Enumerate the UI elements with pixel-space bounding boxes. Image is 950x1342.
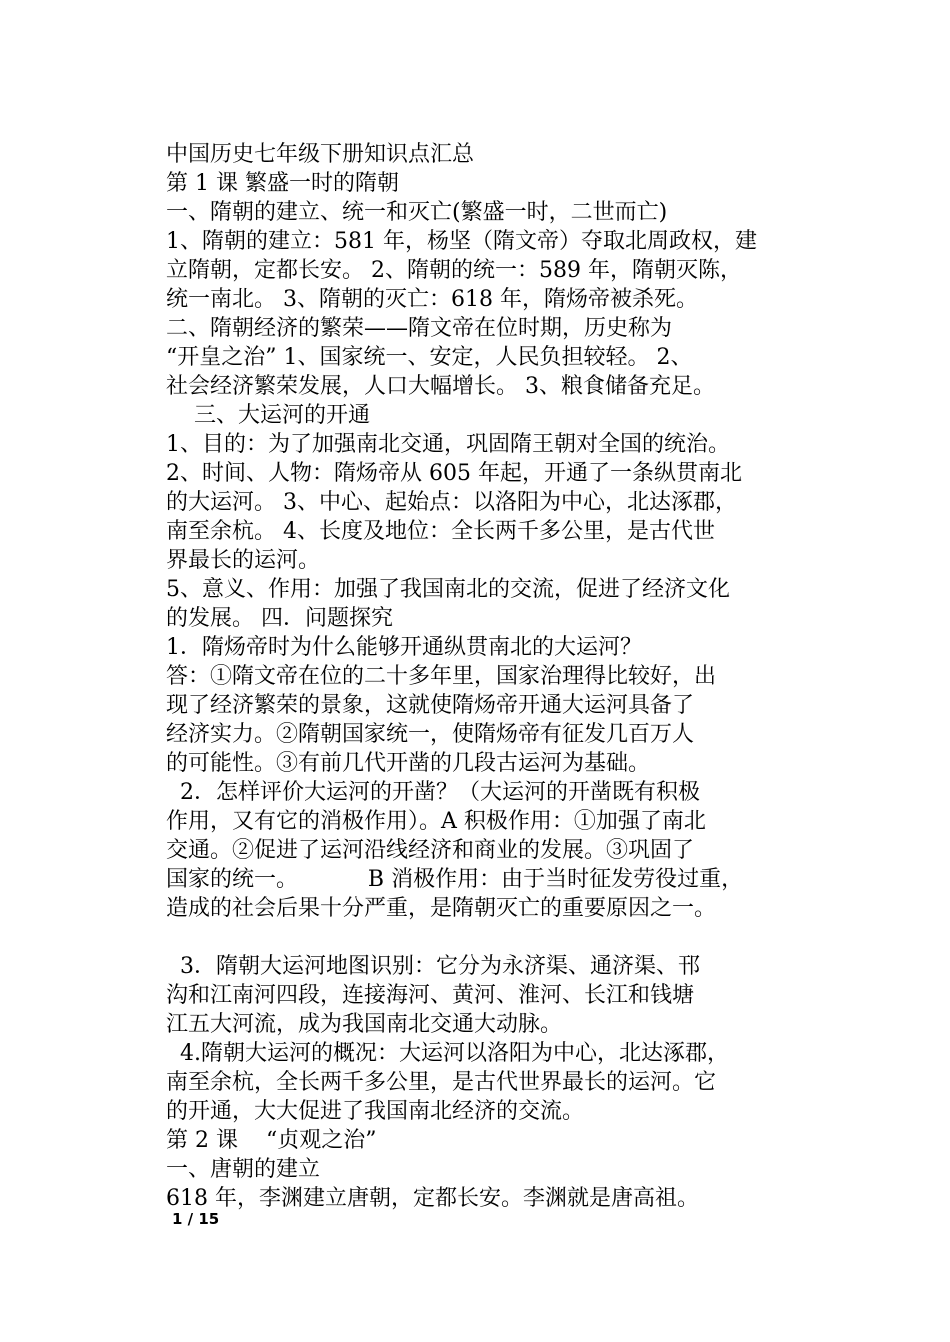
text-line: 经济实力。②隋朝国家统一，使隋炀帝有征发几百万人 [166, 722, 695, 747]
text-line: 的大运河。 3、中心、起始点：以洛阳为中心，北达涿郡， [166, 490, 737, 515]
text-line: 作用，又有它的消极作用）。A 积极作用：①加强了南北 [166, 809, 706, 834]
text-line: 618 年，李渊建立唐朝，定都长安。李渊就是唐高祖。 [166, 1186, 699, 1211]
text-line: 南至余杭，全长两千多公里，是古代世界最长的运河。它 [166, 1070, 717, 1095]
text-line: 现了经济繁荣的景象，这就使隋炀帝开通大运河具备了 [166, 693, 695, 718]
page-number: 1 / 15 [172, 1210, 220, 1228]
text-line: 1、隋朝的建立：581 年，杨坚（隋文帝）夺取北周政权，建 [166, 229, 757, 254]
question-line: 2．怎样评价大运河的开凿？（大运河的开凿既有积极 [166, 780, 700, 805]
document-body [166, 140, 802, 1213]
text-line: 交通。②促进了运河沿线经济和商业的发展。③巩固了 [166, 838, 695, 863]
text-line: 立隋朝，定都长安。 2、隋朝的统一：589 年，隋朝灭陈， [166, 258, 742, 283]
section-heading: 一、唐朝的建立 [166, 1157, 321, 1182]
text-line: 国家的统一。 B 消极作用：由于当时征发劳役过重， [166, 867, 744, 892]
text-line: 的可能性。③有前几代开凿的几段古运河为基础。 [166, 751, 651, 776]
text-line: 统一南北。 3、隋朝的灭亡：618 年，隋炀帝被杀死。 [166, 287, 698, 312]
text-line: 2、时间、人物：隋炀帝从 605 年起，开通了一条纵贯南北 [166, 461, 742, 486]
question-line: 1．隋炀帝时为什么能够开通纵贯南北的大运河？ [166, 635, 642, 660]
text-line: 江五大河流，成为我国南北交通大动脉。 [166, 1012, 563, 1037]
blank-line [166, 923, 802, 952]
section-heading: 二、隋朝经济的繁荣——隋文帝在位时期，历史称为 [166, 316, 673, 341]
text-line: 造成的社会后果十分严重，是隋朝灭亡的重要原因之一。 [166, 896, 717, 921]
text-line: 1、目的：为了加强南北交通，巩固隋王朝对全国的统治。 [166, 432, 730, 457]
document-title: 中国历史七年级下册知识点汇总 [166, 142, 475, 167]
text-line: 的开通，大大促进了我国南北经济的交流。 [166, 1099, 585, 1124]
section-heading: 一、隋朝的建立、统一和灭亡(繁盛一时，二世而亡) [166, 200, 668, 225]
text-line: 答：①隋文帝在位的二十多年里，国家治理得比较好，出 [166, 664, 717, 689]
text-line: “开皇之治” 1、国家统一、安定，人民负担较轻。 2、 [166, 345, 693, 370]
text-line: 界最长的运河。 [166, 548, 321, 573]
lesson-heading: 第 2 课 “贞观之治” [166, 1128, 377, 1153]
text-line: 5、意义、作用：加强了我国南北的交流，促进了经济文化 [166, 577, 730, 602]
text-line: 南至余杭。 4、长度及地位：全长两千多公里，是古代世 [166, 519, 715, 544]
text-line: 社会经济繁荣发展，人口大幅增长。 3、粮食储备充足。 [166, 374, 715, 399]
text-line: 的发展。 四．问题探究 [166, 606, 393, 631]
lesson-heading: 第 1 课 繁盛一时的隋朝 [166, 171, 399, 196]
text-line: 沟和江南河四段，连接海河、黄河、淮河、长江和钱塘 [166, 983, 695, 1008]
question-line: 4.隋朝大运河的概况：大运河以洛阳为中心，北达涿郡， [166, 1041, 729, 1066]
section-heading: 三、大运河的开通 [166, 403, 370, 428]
question-line: 3．隋朝大运河地图识别：它分为永济渠、通济渠、邗 [166, 954, 700, 979]
